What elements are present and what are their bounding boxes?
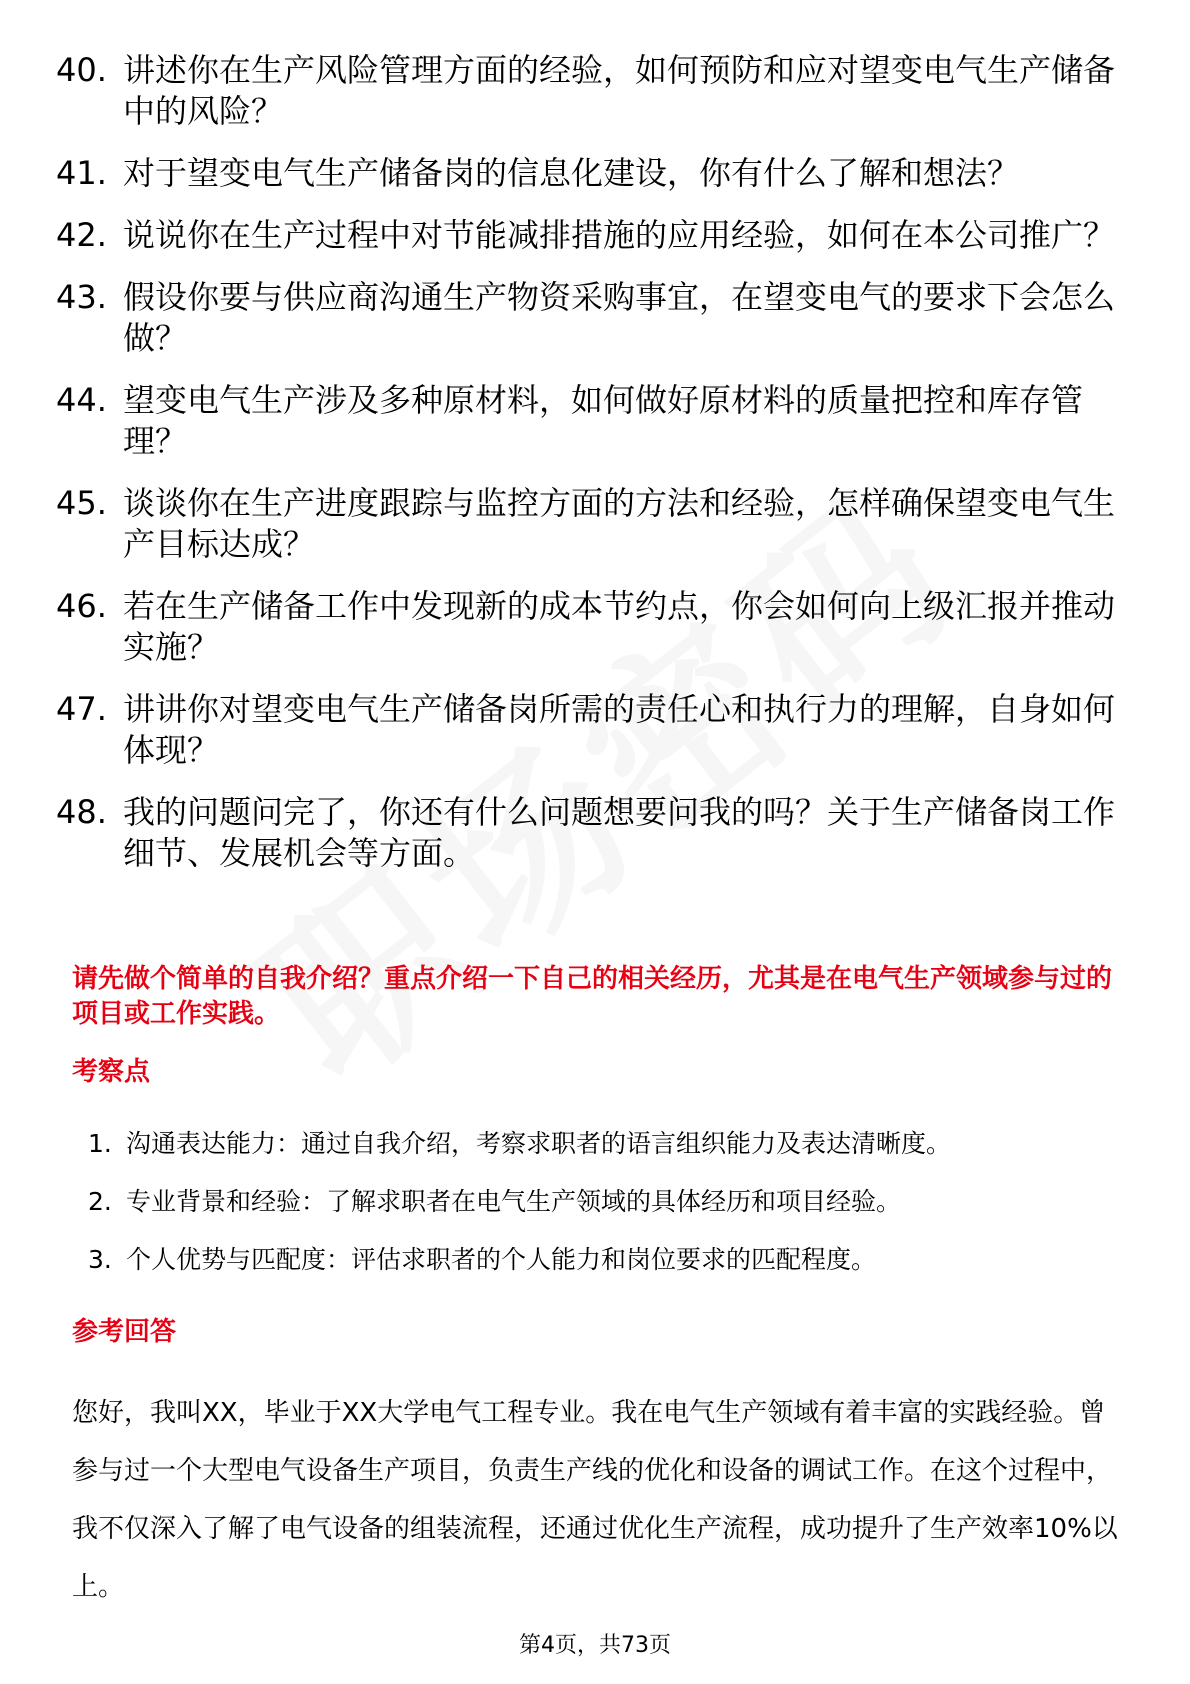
point-text: 个人优势与匹配度：评估求职者的个人能力和岗位要求的匹配程度。: [126, 1245, 877, 1274]
question-number: 48.: [56, 793, 107, 831]
list-item: [56, 380, 1136, 462]
question-number: 45.: [56, 484, 107, 522]
question-text: 若在生产储备工作中发现新的成本节约点，你会如何向上级汇报并推动实施？: [123, 587, 1116, 666]
question-number: 43.: [56, 278, 107, 316]
question-list: [56, 50, 1136, 895]
point-text: 专业背景和经验：了解求职者在电气生产领域的具体经历和项目经验。: [126, 1187, 902, 1216]
list-item: [56, 689, 1136, 771]
question-text: 望变电气生产涉及多种原材料，如何做好原材料的质量把控和库存管理？: [123, 381, 1084, 460]
key-points-heading: 考察点: [72, 1057, 151, 1087]
question-text: 讲述你在生产风险管理方面的经验，如何预防和应对望变电气生产储备中的风险？: [123, 51, 1116, 130]
question-text: 谈谈你在生产进度跟踪与监控方面的方法和经验，怎样确保望变电气生产目标达成？: [123, 484, 1116, 563]
list-item: [56, 50, 1136, 132]
list-item: [88, 1128, 1128, 1160]
question-number: 44.: [56, 381, 107, 419]
point-text: 沟通表达能力：通过自我介绍，考察求职者的语言组织能力及表达清晰度。: [126, 1129, 952, 1158]
question-text: 我的问题问完了，你还有什么问题想要问我的吗？关于生产储备岗工作细节、发展机会等方面。: [123, 793, 1116, 872]
featured-question: 请先做个简单的自我介绍？重点介绍一下自己的相关经历，尤其是在电气生产领域参与过的项目或工作实践。: [72, 964, 1113, 1029]
list-item: [56, 277, 1136, 359]
key-points-list: [88, 1128, 1128, 1302]
list-item: [56, 792, 1136, 874]
page-footer: 第4页，共73页: [519, 1633, 671, 1658]
list-item: [56, 586, 1136, 668]
list-item: [88, 1186, 1128, 1218]
question-text: 讲讲你对望变电气生产储备岗所需的责任心和执行力的理解，自身如何体现？: [123, 690, 1116, 769]
list-item: [88, 1244, 1128, 1276]
point-number: 3.: [88, 1245, 112, 1274]
answer-heading: 参考回答: [72, 1317, 177, 1347]
point-number: 1.: [88, 1129, 112, 1158]
point-number: 2.: [88, 1187, 112, 1216]
list-item: [56, 483, 1136, 565]
list-item: [56, 215, 1136, 256]
answer-paragraph: 您好，我叫XX，毕业于XX大学电气工程专业。我在电气生产领域有着丰富的实践经验。曾参与过一个大型电气设备生产项目，负责生产线的优化和设备的调试工作。在这个过程中，我不仅深入了解了电气设备的组装流程，还通过优化生产流程，成功提升了生产效率10%以上。: [72, 1398, 1118, 1602]
question-text: 对于望变电气生产储备岗的信息化建设，你有什么了解和想法？: [123, 154, 1020, 192]
question-number: 40.: [56, 51, 107, 89]
list-item: [56, 153, 1136, 194]
question-number: 47.: [56, 690, 107, 728]
question-text: 说说你在生产过程中对节能减排措施的应用经验，如何在本公司推广？: [123, 216, 1116, 254]
question-number: 46.: [56, 587, 107, 625]
question-text: 假设你要与供应商沟通生产物资采购事宜，在望变电气的要求下会怎么做？: [123, 278, 1116, 357]
question-number: 42.: [56, 216, 107, 254]
question-number: 41.: [56, 154, 107, 192]
